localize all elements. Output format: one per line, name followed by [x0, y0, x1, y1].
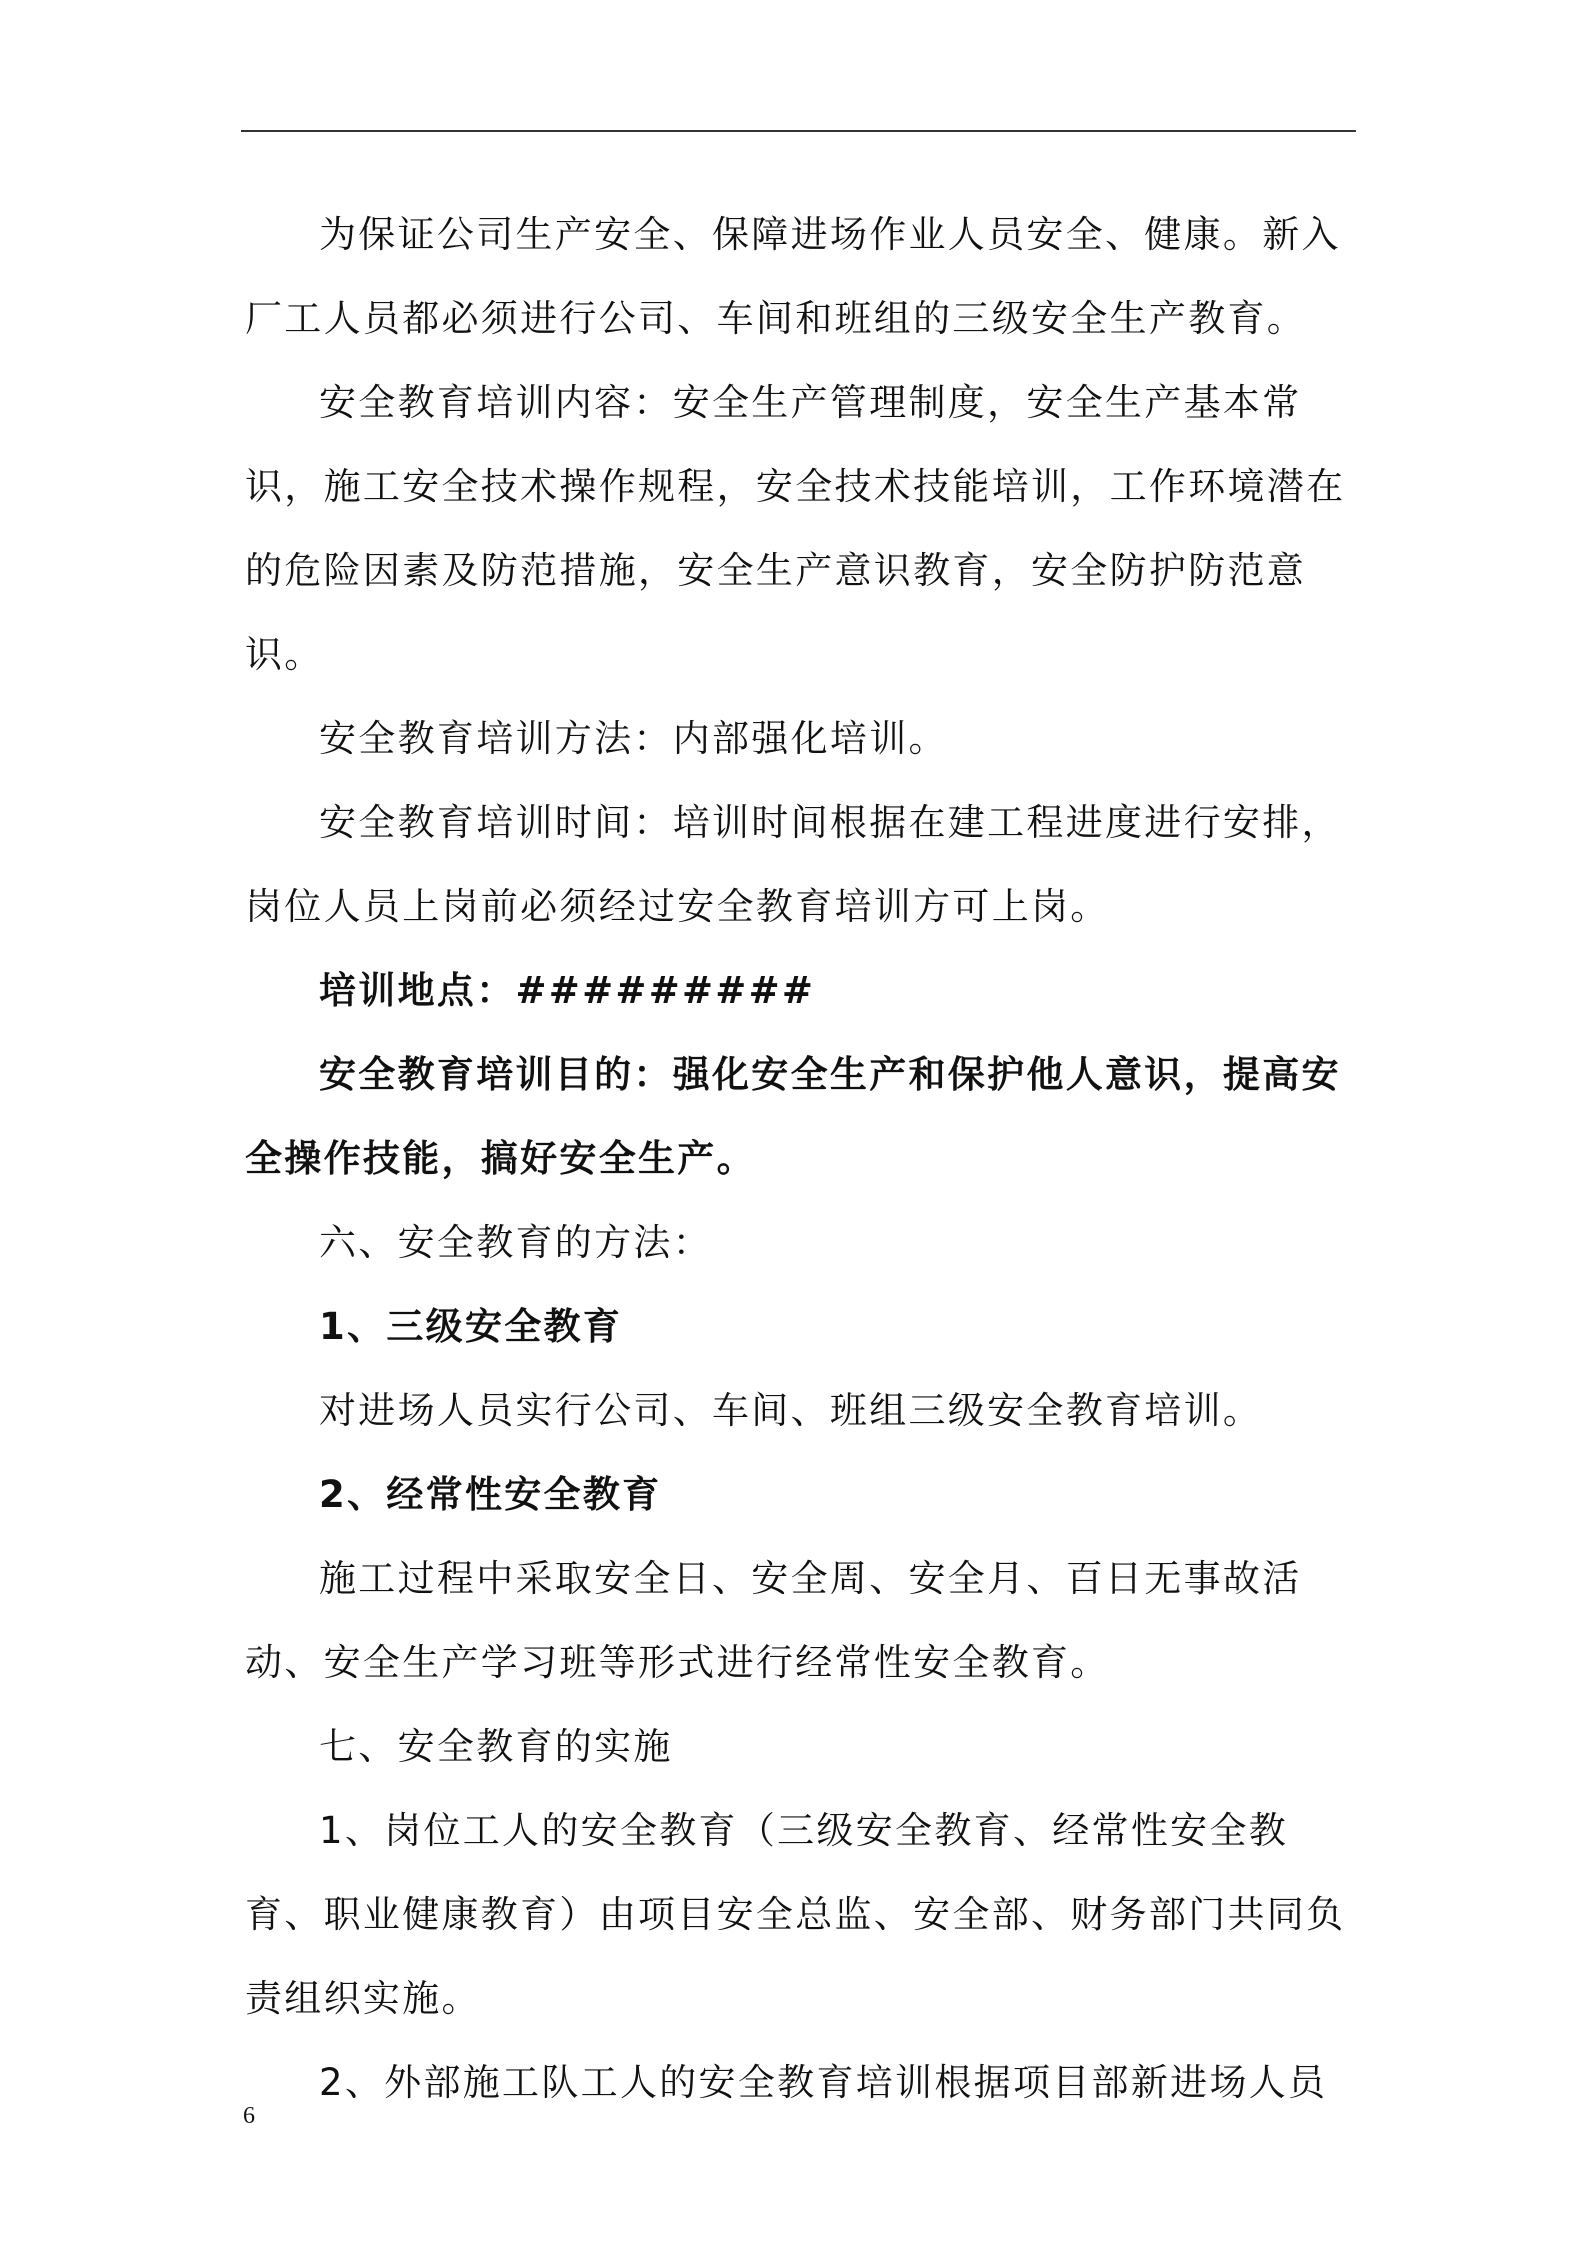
paragraph: 培训地点：#########: [319, 969, 816, 1012]
paragraph: 安全教育培训时间：培训时间根据在建工程进度进行安排，岗位人员上岗前必须经过安全教育培训方可上岗。: [245, 801, 1341, 928]
paragraph: 为保证公司生产安全、保障进场作业人员安全、健康。新入厂工人员都必须进行公司、车间和班组的三级安全生产教育。: [245, 213, 1341, 340]
page-number: 6: [243, 2103, 255, 2129]
paragraph: 施工过程中采取安全日、安全周、安全月、百日无事故活动、安全生产学习班等形式进行经常性安全教育。: [245, 1557, 1302, 1684]
paragraph: 2、外部施工队工人的安全教育培训根据项目部新进场人员: [319, 2061, 1328, 2104]
section-heading: 七、安全教育的实施: [319, 1725, 673, 1768]
paragraph: 对进场人员实行公司、车间、班组三级安全教育培训。: [319, 1389, 1263, 1432]
header-rule: [241, 130, 1356, 132]
paragraph: 安全教育培训内容：安全生产管理制度，安全生产基本常识，施工安全技术操作规程，安全技术技能培训，工作环境潜在的危险因素及防范措施，安全生产意识教育，安全防护防范意识。: [245, 381, 1346, 676]
document-body: [245, 193, 1360, 2125]
section-heading: 六、安全教育的方法：: [319, 1221, 712, 1264]
subsection-heading: 2、经常性安全教育: [319, 1473, 662, 1516]
paragraph: 安全教育培训目的：强化安全生产和保护他人意识，提高安全操作技能，搞好安全生产。: [245, 1053, 1341, 1180]
subsection-heading: 1、三级安全教育: [319, 1305, 623, 1348]
paragraph: 安全教育培训方法：内部强化培训。: [319, 717, 948, 760]
paragraph: 1、岗位工人的安全教育（三级安全教育、经常性安全教育、职业健康教育）由项目安全总监、安全部、财务部门共同负责组织实施。: [245, 1809, 1346, 2020]
